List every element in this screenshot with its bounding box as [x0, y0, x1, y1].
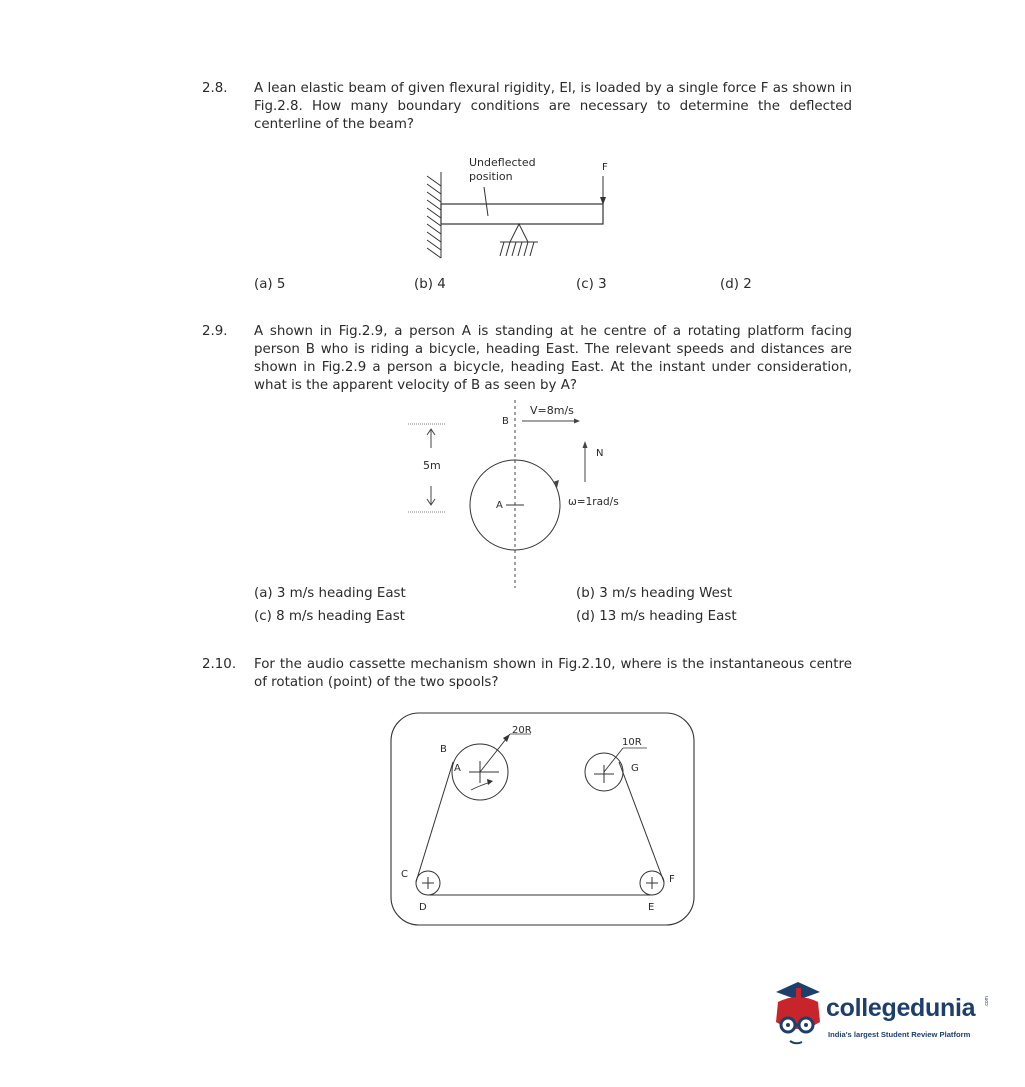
velocity-label: V=8m/s: [530, 404, 574, 417]
label-a: A: [454, 763, 461, 774]
option-a: (a) 5: [254, 277, 286, 292]
label-g: G: [631, 763, 639, 774]
pin-support: [500, 224, 538, 256]
undeflected-label: Undeflected: [469, 156, 536, 169]
force-label: F: [602, 162, 608, 173]
figure-2-10: [385, 705, 705, 930]
beam: [441, 204, 603, 224]
distance-label: 5m: [423, 459, 441, 472]
collegedunia-logo[interactable]: [768, 978, 998, 1048]
tape-path: [416, 762, 664, 895]
option-c: (c) 3: [576, 277, 607, 292]
option-b: (b) 3 m/s heading West: [576, 586, 733, 601]
position-label: position: [469, 170, 513, 183]
option-d: (d) 2: [720, 277, 752, 292]
option-a: (a) 3 m/s heading East: [254, 586, 406, 601]
option-c: (c) 8 m/s heading East: [254, 609, 405, 624]
question-text: For the audio cassette mechanism shown in Fig.2.10, where is the instantaneous centre of rotation (point) of the two spools?: [254, 657, 852, 690]
undeflected-pointer: [484, 187, 488, 216]
figure-2-8: [400, 150, 630, 265]
person-a-label: A: [496, 500, 503, 511]
north-label: N: [596, 448, 604, 459]
option-b: (b) 4: [414, 277, 446, 292]
velocity-arrowhead: [574, 419, 580, 424]
question-text: A lean elastic beam of given flexural rigidity, EI, is loaded by a single force F as shown in Fig.2.8. How many boundary conditions are necessary to determine the deflected centerline of the beam?: [254, 81, 852, 132]
fixed-wall: [427, 172, 441, 258]
brand-tagline: India's largest Student Review Platform: [828, 1030, 971, 1039]
question-number: 2.8.: [202, 81, 228, 96]
omega-label: ω=1rad/s: [568, 496, 619, 508]
person-b-label: B: [502, 416, 509, 427]
brand-suffix: .com: [984, 996, 990, 1007]
question-number: 2.9.: [202, 324, 228, 339]
label-e: E: [648, 902, 655, 913]
option-d: (d) 13 m/s heading East: [576, 609, 737, 624]
cassette-body: [391, 713, 694, 925]
label-d: D: [419, 902, 427, 913]
figure-2-9: [400, 398, 640, 593]
radius-20r-label: 20R: [512, 725, 532, 736]
brand-name: collegedunia: [826, 994, 976, 1022]
mascot-icon: [768, 978, 828, 1048]
question-text: A shown in Fig.2.9, a person A is standing at he centre of a rotating platform facing person B who is riding a bicycle, heading East. The relevant speeds and distances are shown in Fig.2.9 a person a bicycle, heading East. At the instant under consideration, what is the apparent velocity of B as seen by A?: [254, 324, 852, 393]
radius-10r: [604, 748, 623, 772]
label-b: B: [440, 744, 447, 755]
question-number: 2.10.: [202, 657, 237, 672]
radius-10r-label: 10R: [622, 737, 642, 748]
label-f: F: [669, 874, 675, 885]
label-c: C: [401, 869, 408, 880]
